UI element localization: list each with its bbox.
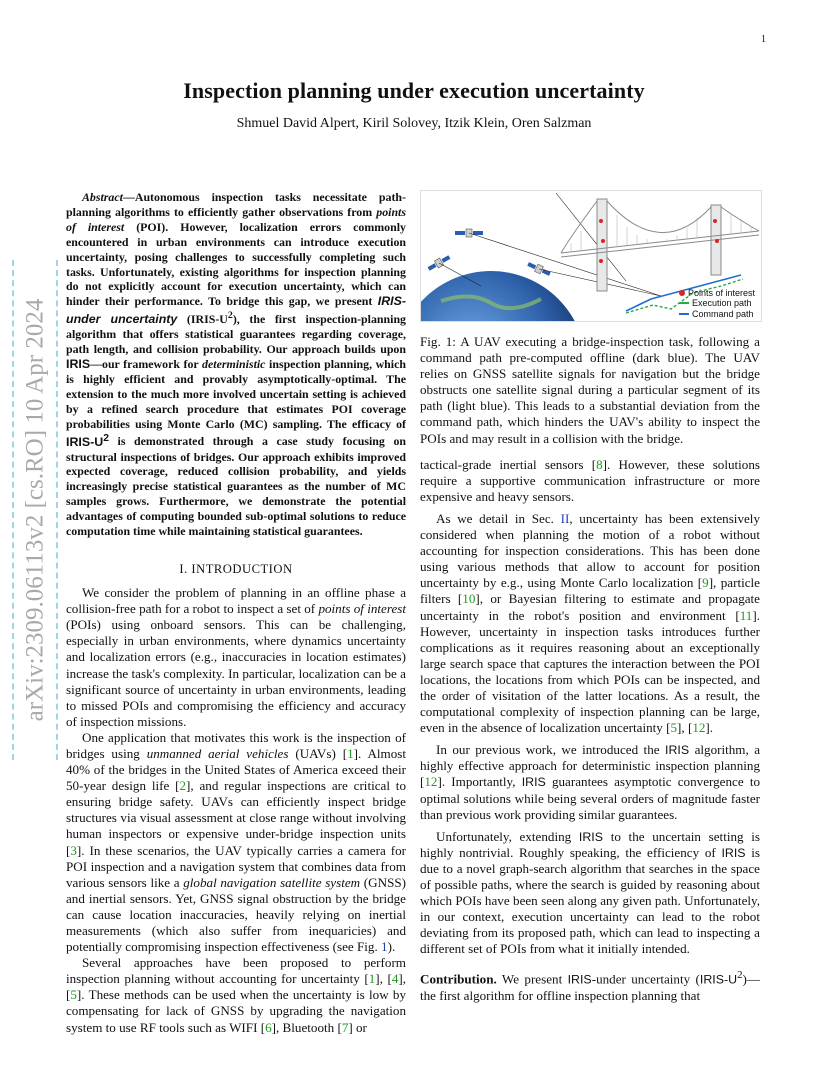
arxiv-id: arXiv:2309.06113v2 [cs.RO] 10 Apr 2024 xyxy=(21,298,48,722)
intro-paragraph-2 xyxy=(66,730,406,955)
text: algorithm, a highly effective approach for deterministic inspection planning [ xyxy=(420,742,761,790)
text: (GNSS) and inertial sensors. Yet, GNSS signal obstruction by the bridge can cause location inaccuracies, heavily relying on inertial measurements (which also suffer from inequaricies) and potentially compromising inspection effectiveness (see Fig. xyxy=(66,874,406,955)
right-paragraph-2 xyxy=(420,511,760,736)
text: is due to a novel graph-search algorithm that searches in the space of possible paths, where the search is guided by reasoning about which POIs have been seen along any given path. Unfortunately, in our context, execution uncertainty can lead to the robot deviating from its proposed path, which can lead to inspecting a different set of POIs from what it initially intended. xyxy=(420,844,760,957)
legend-label: Execution path xyxy=(691,298,752,308)
abstract-text: inspection planning, which is highly efficient and provably asymptotically-optimal. The extension to the much more involved uncertain setting is achieved by a refined search procedure that estimates POI coverage probabilities using Monte Carlo (MC) sampling. The efficacy of xyxy=(66,356,406,431)
contribution-paragraph: Contribution. We present IRIS-under uncertainty $(IRIS-U^2)—the$ first algorithm for offline inspection planning that xyxy=(420,969,760,1003)
poi-dot-icon xyxy=(679,290,685,296)
right-paragraph-4 xyxy=(420,829,760,958)
iris-name: IRIS xyxy=(721,845,746,860)
text: ], and regular inspections are critical to ensuring bridge safety. UAVs can efficiently inspect bridge structures via visual assessment at close range without involving human inspectors or expensive under-bridge inspection units [ xyxy=(66,778,406,858)
text: We present xyxy=(496,971,568,987)
abstract-label: Abstract— xyxy=(82,190,135,204)
citation-link[interactable]: 2 xyxy=(179,778,186,794)
paper-title: Inspection planning under execution uncertainty xyxy=(183,78,645,103)
command-line-icon xyxy=(679,313,689,315)
text: guarantees asymptotic convergence to optimal solutions while being several orders of magnitude faster than previous work providing similar guarantees. xyxy=(420,774,761,822)
abstract-text: —our framework for xyxy=(90,356,203,371)
text: ], Bluetooth [ xyxy=(271,1019,342,1035)
citation-link[interactable]: 8 xyxy=(596,456,603,472)
text: One application that motivates this work is the inspection of bridges using xyxy=(66,729,406,761)
legend-item-exec xyxy=(679,298,755,309)
text: ], [ xyxy=(677,720,693,736)
text: ]. However, these solutions require a supportive communication infrastructure or more expensive and heavy sensors. xyxy=(420,456,760,504)
italic-text: points of interest xyxy=(318,601,406,617)
iris-name: IRIS xyxy=(578,829,603,844)
figure-1 xyxy=(420,190,762,322)
text: ]. However, uncertainty in inspection tasks introduces further complications as it requires reasoning about an exceptionally large search space that captures the interaction between the POI locations, the locations from which POIs can be inspected, and the order of visitation of the latter locations. As a result, the computational complexity of inspection planning can be large, even in the absence of localization uncertainty [ xyxy=(420,607,760,736)
text: Several approaches have been proposed to perform inspection planning without accounting for uncertainty [ xyxy=(66,955,406,987)
page-number: 1 xyxy=(761,34,766,45)
abstract-iris: IRIS xyxy=(66,356,91,371)
text: (POIs) using onboard sensors. This can be challenging, especially in urban environments, where dynamics uncertainty and localization errors (e.g., inaccuracies in location estimates) increase the task's complexity. In particular, localization can be a significant source of uncertainty in urban environments, leading to missed POIs and compromising the efficiency and accuracy of inspection missions. xyxy=(66,617,406,729)
text: tactical-grade inertial sensors [ xyxy=(420,456,597,472)
figure-ref-link[interactable]: 1 xyxy=(381,939,388,955)
citation-link[interactable]: 5 xyxy=(70,987,77,1003)
contribution-label: Contribution. xyxy=(420,971,497,987)
citation-link[interactable]: 5 xyxy=(670,720,678,736)
text: In our previous work, we introduced the xyxy=(436,742,666,758)
paper-authors: Shmuel David Alpert, Kiril Solovey, Itzik Klein, Oren Salzman xyxy=(236,116,592,131)
abstract-italic: deterministic xyxy=(202,356,266,371)
italic-text: unmanned aerial vehicles xyxy=(146,745,289,761)
italic-text: global navigation satellite system xyxy=(183,874,361,890)
abstract-iris-under: IRIS-under uncertainty xyxy=(66,294,406,327)
section-ref-link[interactable]: II xyxy=(560,510,570,526)
figure-caption: Fig. 1: A UAV executing a bridge-inspection task, following a command path pre-computed offline (dark blue). The UAV relies on GNSS satellite signals for navigation but the bridge obstructs one satellite signal during a particular segment of its path (light blue). This leads to a substantial deviation from the command path, which hinders the UAV's ability to inspect the POIs and may result in a collision with the bridge. xyxy=(420,334,760,446)
execution-line-icon xyxy=(679,302,689,304)
abstract-text: ), the first inspection-planning algorithm that offers statistical guarantees regarding coverage, path length, and collision probability. Our approach builds upon xyxy=(66,312,407,357)
text: ]. xyxy=(705,720,714,736)
citation-link[interactable]: 1 xyxy=(368,971,376,987)
legend-label: Points of interest xyxy=(687,287,755,298)
abstract-text: (POI). However, localization errors commonly encountered in urban environments can introduce execution uncertainty, posing challenges to successfully completing such tasks. Unfortunately, existing algorithms for inspection planning do not explicitly account for execution uncertainty, which can hinder their performance. To bridge this gap, we present xyxy=(66,219,406,309)
right-paragraph-3 xyxy=(420,742,760,822)
text: ] or xyxy=(348,1019,367,1035)
citation-link[interactable]: 9 xyxy=(702,575,709,591)
citation-link[interactable]: 4 xyxy=(391,971,399,987)
text: ). xyxy=(387,939,396,955)
citation-link[interactable]: 11 xyxy=(739,607,753,623)
iris-name: IRIS xyxy=(567,972,592,987)
text: ], or Bayesian filtering to estimate and propagate uncertainty in the robot's position and environment [ xyxy=(420,591,760,623)
text: ], [ xyxy=(66,971,406,1003)
citation-link[interactable]: 1 xyxy=(347,745,354,761)
iris-name: IRIS xyxy=(521,775,546,790)
intro-paragraph-3 xyxy=(66,955,406,1035)
text: , uncertainty has been extensively considered when planning the motion of a robot without accounting for inspection considerations. This has been done using various methods that allow to account for position uncertainty by e.g., using Monte Carlo localization [ xyxy=(420,510,760,591)
section-heading: I. INTRODUCTION xyxy=(179,561,293,576)
text: )—the first algorithm for offline inspection planning that xyxy=(420,971,760,1003)
left-column xyxy=(66,190,406,1036)
citation-link[interactable]: 12 xyxy=(692,720,706,736)
text: ], particle filters [ xyxy=(420,575,760,607)
abstract-text: (IRIS-U xyxy=(177,312,228,327)
legend-item-poi xyxy=(679,288,755,299)
citation-link[interactable]: 10 xyxy=(462,591,476,607)
arxiv-watermark[interactable] xyxy=(12,260,58,760)
text: (UAVs) [ xyxy=(288,745,348,761)
abstract: Abstract—Autonomous inspection tasks necessitate path-planning algorithms to efficiently gather observations from points of interest (POI). However, localization errors commonly encountered in urban environments can introduce execution uncertainty, posing challenges to successfully completing such tasks. Unfortunately, existing algorithms for inspection planning do not explicitly account for execution uncertainty, which can hinder their performance. To bridge this gap, we present IRIS-under uncertainty $(IRIS-U^2)$, the first inspection-planning algorithm that offers statistical guarantees regarding coverage, path length, and collision probability. Our approach builds upon IRIS—our framework for deterministic inspection planning, which is highly efficient and provably asymptotically-optimal. The extension to the much more involved uncertain setting is achieved by a refined search procedure that estimates POI coverage probabilities using Monte Carlo (MC) sampling. The efficacy of IRIS-$U^2$ is demonstrated through a case study focusing on structural inspections of bridges. Our approach exhibits improved expected coverage, reduced collision probability, and yields increasingly precise statistical guarantees as the number of MC samples grows. Furthermore, we demonstrate the potential advantages of computing bounded sub-optimal solutions to reduce computation time while maintaining statistical guarantees. xyxy=(66,190,407,539)
text: ], [ xyxy=(375,971,392,987)
iris-u-name: IRIS-U xyxy=(699,972,738,987)
right-paragraph-1 xyxy=(420,457,760,505)
text: As we detail in Sec. xyxy=(436,510,561,526)
text: ]. Almost 40% of the bridges in the United States of America exceed their 50-year design life [ xyxy=(66,745,407,794)
right-column xyxy=(420,190,760,1004)
text: -under uncertainty ( xyxy=(591,971,700,987)
citation-link[interactable]: 3 xyxy=(70,842,77,858)
abstract-italic: points of interest xyxy=(66,204,406,234)
iris-name: IRIS xyxy=(665,743,690,758)
text: Unfortunately, extending xyxy=(436,828,579,844)
text: ]. Importantly, xyxy=(437,774,522,790)
citation-link[interactable]: 12 xyxy=(424,774,438,790)
abstract-iris-u: IRIS-$U^2$ xyxy=(66,432,109,449)
legend-item-cmd xyxy=(679,309,755,320)
figure-legend xyxy=(679,288,755,320)
text: ]. These methods can be used when the uncertainty is low by compensating for lack of GNSS by upgrading the navigation system to use RF tools such as WIFI [ xyxy=(66,987,406,1035)
abstract-text: Autonomous inspection tasks necessitate path-planning algorithms to efficiently gather observations from xyxy=(66,190,406,219)
text: ]. In these scenarios, the UAV typically carries a camera for POI inspection and a navigation system that combines data from various sensors like a xyxy=(66,842,406,890)
text: to the uncertain setting is highly nontrivial. Roughly speaking, the efficiency of xyxy=(420,828,760,860)
text: We consider the problem of planning in an offline phase a collision-free path for a robot to inspect a set of xyxy=(66,585,406,617)
citation-link[interactable]: 6 xyxy=(265,1019,272,1035)
abstract-text: is demonstrated through a case study focusing on structural inspections of bridges. Our approach exhibits improved expected coverage, reduced collision probability, and yields increasingly precise statistical guarantees as the number of MC samples grows. Furthermore, we demonstrate the potential advantages of computing bounded sub-optimal solutions to reduce computation time while maintaining statistical guarantees. xyxy=(66,434,406,539)
legend-label: Command path xyxy=(691,308,754,319)
citation-link[interactable]: 7 xyxy=(341,1019,349,1035)
intro-paragraph-1 xyxy=(66,585,406,730)
